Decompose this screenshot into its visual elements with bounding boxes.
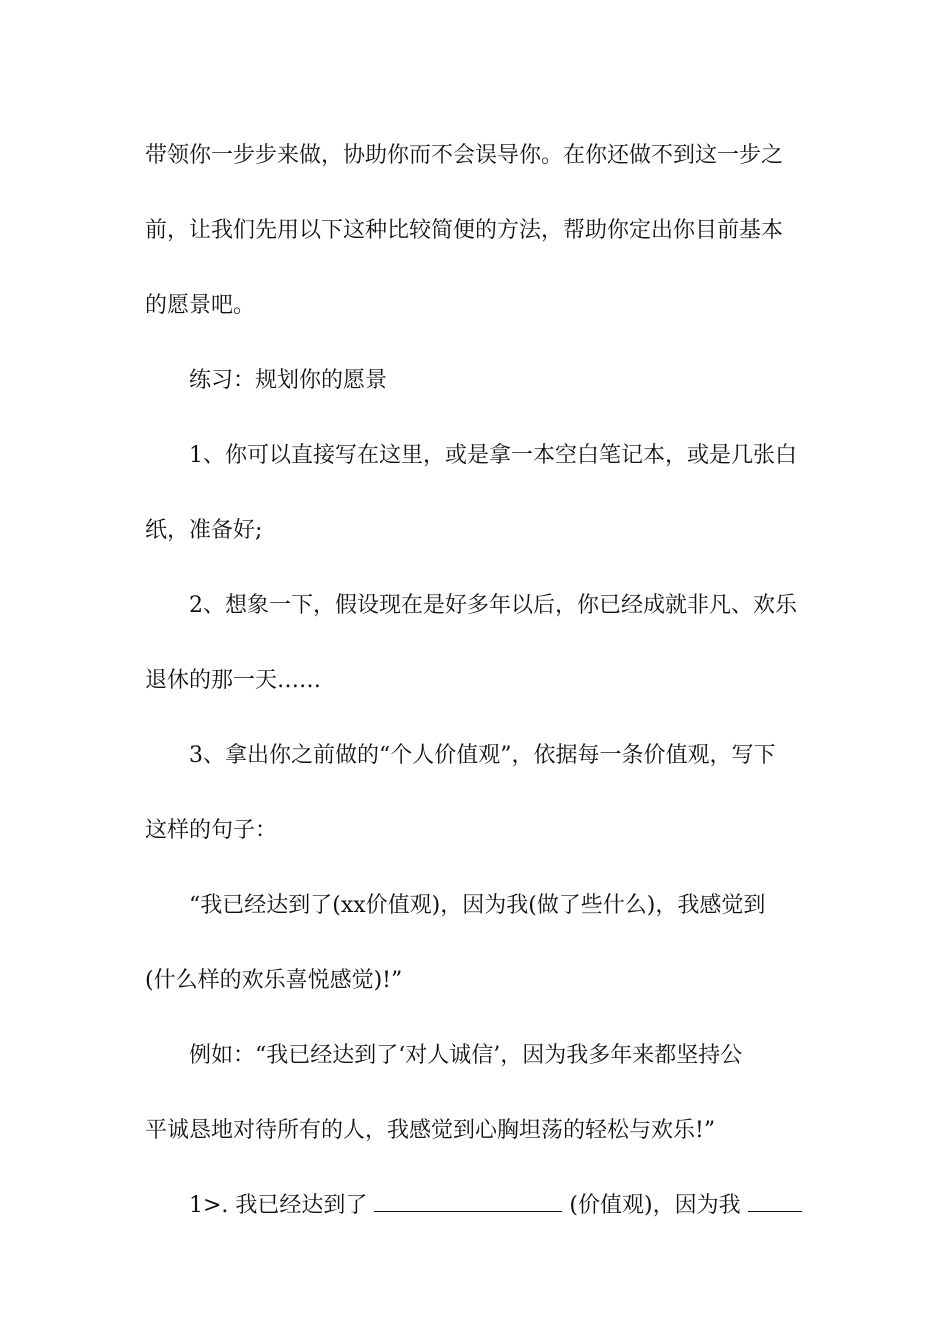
action-blank <box>748 1193 802 1212</box>
fill-in-line <box>145 1168 810 1243</box>
paragraph-line: 前，让我们先用以下这种比较简便的方法，帮助你定出你目前基本 <box>145 218 784 243</box>
fill-in-prefix: 1>. 我已经达到了 <box>189 1193 368 1218</box>
exercise-heading: 练习：规划你的愿景 <box>189 368 388 393</box>
template-sentence-line: (什么样的欢乐喜悦感觉)!” <box>145 968 403 993</box>
template-sentence-line: “我已经达到了(xx价值观)，因为我(做了些什么)，我感觉到 <box>189 893 766 918</box>
example-line: 平诚恳地对待所有的人，我感觉到心胸坦荡的轻松与欢乐!” <box>145 1118 716 1143</box>
paragraph-line: 1、你可以直接写在这里，或是拿一本空白笔记本，或是几张白 <box>189 443 797 468</box>
example-line: 例如：“我已经达到了‘对人诚信’，因为我多年来都坚持公 <box>189 1043 743 1068</box>
paragraph-line: 2、想象一下，假设现在是好多年以后，你已经成就非凡、欢乐 <box>189 593 797 618</box>
paragraph-line: 的愿景吧。 <box>145 293 256 318</box>
paragraph-line: 纸，准备好; <box>145 518 263 543</box>
paragraph-line: 3、拿出你之前做的“个人价值观”，依据每一条价值观，写下 <box>189 743 776 768</box>
fill-in-middle: (价值观)，因为我 <box>569 1193 741 1218</box>
paragraph-line: 这样的句子： <box>145 818 278 843</box>
body-text <box>145 118 810 1243</box>
value-blank <box>374 1193 562 1212</box>
paragraph-line: 退休的那一天…… <box>145 668 322 693</box>
paragraph-line: 带领你一步步来做，协助你而不会误导你。在你还做不到这一步之 <box>145 143 784 168</box>
